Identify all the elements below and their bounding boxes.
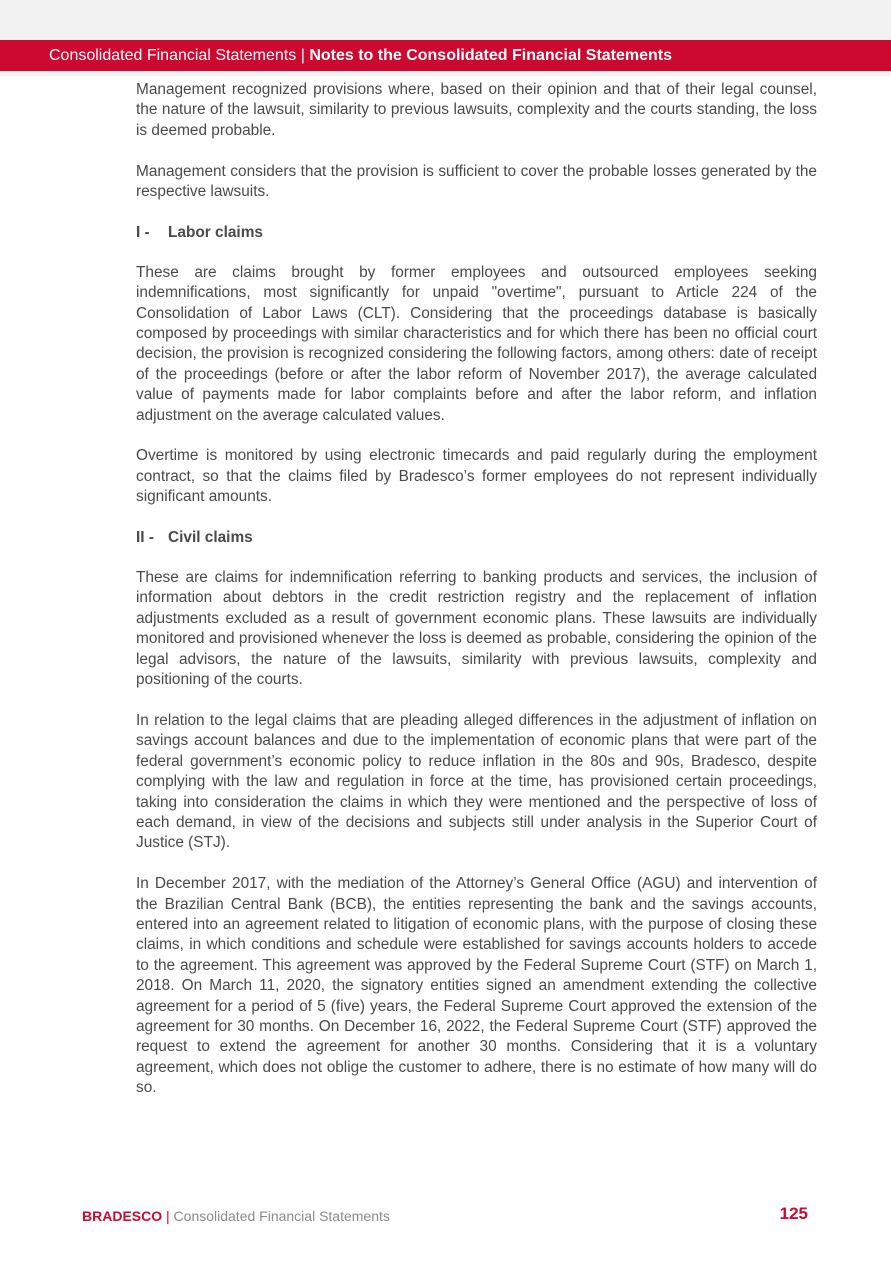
paragraph-labor-2: Overtime is monitored by using electronic timecards and paid regularly during the employment contract, so that the claims filed by Bradesco’s former employees do not represent individually significant amounts. <box>136 447 817 506</box>
footer-separator: | <box>166 1208 170 1224</box>
page-footer <box>82 1206 817 1226</box>
header-section-title: Notes to the Consolidated Financial Statements <box>309 47 673 64</box>
paragraph-civil-2: In relation to the legal claims that are pleading alleged differences in the adjustment of inflation on savings account balances and due to the implementation of economic plans that were part of the federal government’s economic policy to reduce inflation in the 80s and 90s, Bradesco, despite complying with the law and regulation in force at the time, has provisioned certain proceedings, taking into consideration the claims in which they were mentioned and the perspective of loss of each demand, in view of the decisions and subjects still under analysis in the Superior Court of Justice (STJ). <box>136 711 817 852</box>
footer-document-title: Consolidated Financial Statements <box>173 1208 390 1224</box>
paragraph-intro-2: Management considers that the provision is sufficient to cover the probable losses generated by the respective lawsuits. <box>136 162 817 201</box>
top-band <box>0 0 891 40</box>
main-content <box>136 80 817 1119</box>
heading-civil-number: II - <box>136 529 154 547</box>
heading-labor-claims <box>136 223 817 243</box>
header-report-title: Consolidated Financial Statements <box>49 47 297 64</box>
paragraph-civil-1: These are claims for indemnification referring to banking products and services, the inclusion of information about debtors in the credit restriction registry and the replacement of inflation adjustments excluded as a result of government economic plans. These lawsuits are individually monitored and provisioned whenever the loss is deemed as probable, considering the opinion of the legal advisors, the nature of the lawsuits, similarity with previous lawsuits, complexity and positioning of the courts. <box>136 569 817 689</box>
header-shadow <box>0 71 891 76</box>
page-header <box>0 40 891 71</box>
paragraph-civil-3: In December 2017, with the mediation of the Attorney’s General Office (AGU) and intervention of the Brazilian Central Bank (BCB), the entities representing the bank and the savings accounts, entered into an agreement related to litigation of economic plans, with the purpose of closing these claims, in which conditions and schedule were established for savings accounts holders to accede to the agreement. This agreement was approved by the Federal Supreme Court (STF) on March 1, 2018. On March 11, 2020, the signatory entities signed an amendment extending the collective agreement for a period of 5 (five) years, the Federal Supreme Court approved the extension of the agreement for 30 months. On December 16, 2022, the Federal Supreme Court (STF) approved the request to extend the agreement for another 30 months. Considering that it is a voluntary agreement, which does not oblige the customer to adhere, there is no estimate of how many will do so. <box>136 875 817 1097</box>
heading-labor-number: I - <box>136 223 150 241</box>
heading-civil-title: Civil claims <box>168 529 253 547</box>
footer-brand: BRADESCO <box>82 1208 163 1224</box>
heading-civil-claims <box>136 528 817 548</box>
page-number: 125 <box>779 1204 808 1223</box>
header-separator: | <box>300 47 305 64</box>
heading-labor-title: Labor claims <box>168 223 263 241</box>
paragraph-intro-1: Management recognized provisions where, based on their opinion and that of their legal counsel, the nature of the lawsuit, similarity to previous lawsuits, complexity and the courts standing, the loss is deemed probable. <box>136 81 817 139</box>
paragraph-labor-1: These are claims brought by former employees and outsourced employees seeking indemnifications, most significantly for unpaid "overtime", pursuant to Article 224 of the Consolidation of Labor Laws (CLT). Considering that the proceedings database is basically composed by proceedings with similar characteristics and for which there has been no official court decision, the provision is recognized considering the following factors, among others: date of receipt of the proceedings (before or after the labor reform of November 2017), the average calculated value of payments made for labor complaints before and after the labor reform, and inflation adjustment on the average calculated values. <box>136 263 817 424</box>
